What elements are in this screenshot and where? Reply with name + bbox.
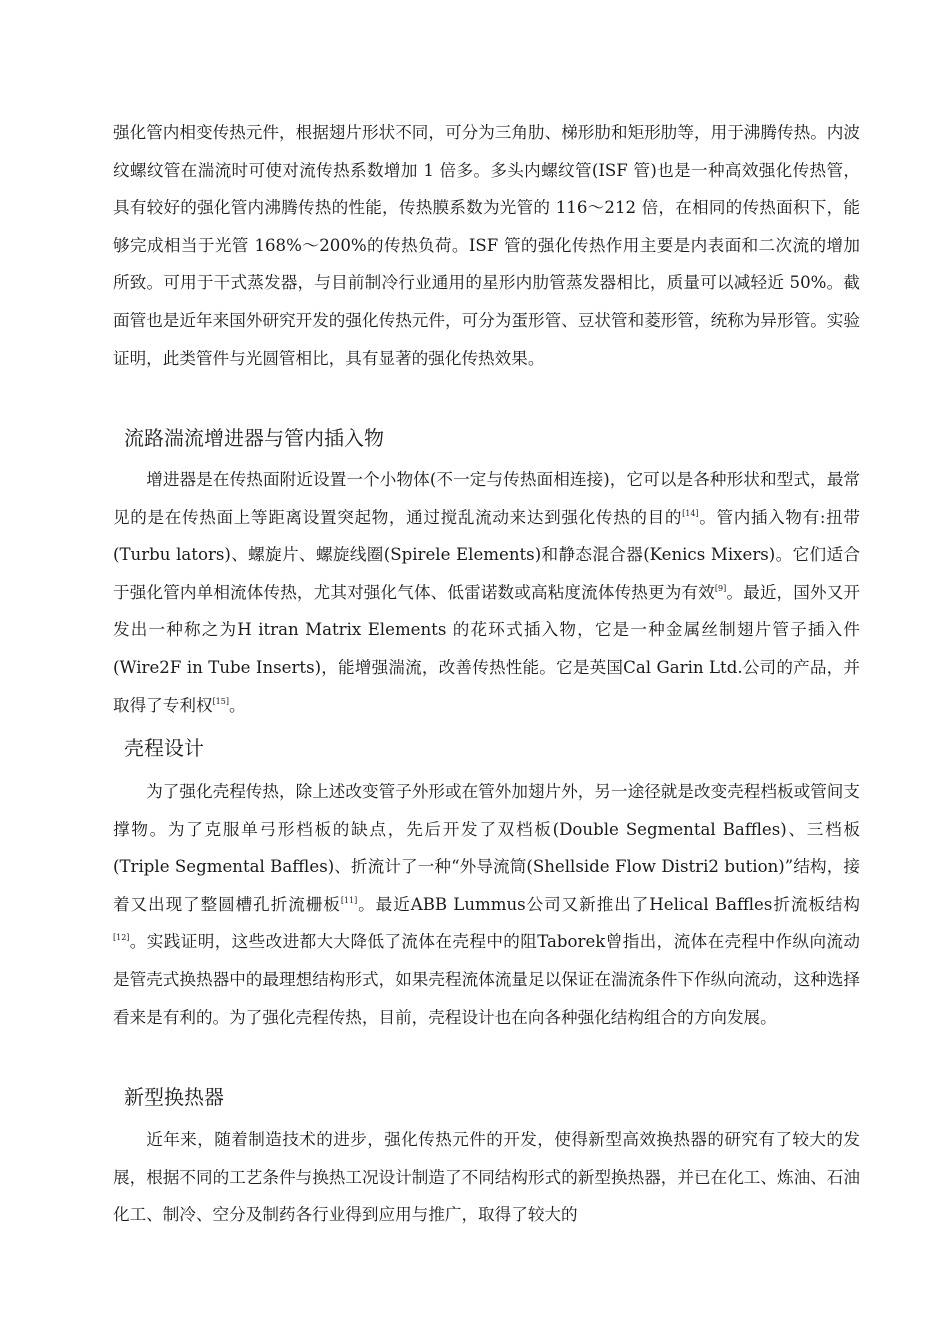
citation-ref: [9] xyxy=(714,583,727,593)
paragraph-text: 为了强化壳程传热，除上述改变管子外形或在管外加翅片外，另一途径就是改变壳程档板或管间支撑物。为了克服单弓形档板的缺点，先后开发了双档板(Double Segmental Baffles)、三档板(Triple Segmental Baffles)、折流计了一种“外导流筒(Shellside Flow Distri2 bution)”结构，接着又出现了整圆槽孔折流栅板 xyxy=(113,782,860,914)
paragraph-new-exchangers xyxy=(113,1121,860,1234)
citation-ref: [11] xyxy=(340,895,358,905)
paragraph-text: 。管内插入物有:扭带(Turbu lators)、螺旋片、螺旋线圈(Spirele Elements)和静态混合器(Kenics Mixers)。它们适合于强化管内单相流体传热，尤其对强化气体、低雷诺数或高粘度流体传热更为有效 xyxy=(113,507,861,602)
citation-ref: [15] xyxy=(212,696,229,706)
section-heading-new-exchangers: 新型换热器 xyxy=(124,1085,224,1109)
paragraph-text: 。 xyxy=(228,695,246,715)
citation-ref: [12] xyxy=(113,933,130,943)
paragraph-text: 。最近ABB Lummus公司又新推出了Helical Baffles折流板结构 xyxy=(357,894,861,914)
paragraph-shell-design xyxy=(113,773,860,1036)
section-heading-shell-design: 壳程设计 xyxy=(124,736,204,760)
paragraph-tube-phase-change xyxy=(113,114,860,377)
paragraph-turbulence-inserts xyxy=(113,461,860,724)
paragraph-text: 增进器是在传热面附近设置一个小物体(不一定与传热面相连接)，它可以是各种形状和型式，最常见的是在传热面上等距离设置突起物，通过搅乱流动来达到强化传热的目的 xyxy=(113,470,860,527)
paragraph-text: 。最近，国外又开发出一种称之为H itran Matrix Elements 的花环式插入物，它是一种金属丝制翅片管子插入件(Wire2F in Tube Inserts)，能增强湍流，改善传热性能。它是英国Cal Garin Ltd.公司的产品，并取得了专利权 xyxy=(113,582,861,715)
citation-ref: [14] xyxy=(682,508,699,518)
paragraph-text: 。实践证明，这些改进都大大降低了流体在壳程中的阻Taborek曾指出，流体在壳程中作纵向流动是管壳式换热器中的最理想结构形式，如果壳程流体流量足以保证在湍流条件下作纵向流动，这种选择看来是有利的。为了强化壳程传热，目前，壳程设计也在向各种强化结构组合的方向发展。 xyxy=(113,932,860,1027)
paragraph-text: 近年来，随着制造技术的进步，强化传热元件的开发，使得新型高效换热器的研究有了较大的发展，根据不同的工艺条件与换热工况设计制造了不同结构形式的新型换热器，并已在化工、炼油、石油化工、制冷、空分及制药各行业得到应用与推广，取得了较大的 xyxy=(113,1130,860,1225)
section-heading-turbulence-inserts: 流路湍流增进器与管内插入物 xyxy=(124,426,384,450)
paragraph-text: 强化管内相变传热元件，根据翅片形状不同，可分为三角肋、梯形肋和矩形肋等，用于沸腾传热。内波纹螺纹管在湍流时可使对流传热系数增加 1 倍多。多头内螺纹管(ISF 管)也是一种高效强化传热管，具有较好的强化管内沸腾传热的性能，传热膜系数为光管的 116～212 倍，在相同的传热面积下，能够完成相当于光管 168%～200%的传热负荷。ISF 管的强化传热作用主要是内表面和二次流的增加所致。可用于干式蒸发器，与目前制冷行业通用的星形内肋管蒸发器相比，质量可以减轻近 50%。截面管也是近年来国外研究开发的强化传热元件，可分为蛋形管、豆状管和菱形管，统称为异形管。实验证明，此类管件与光圆管相比，具有显著的强化传热效果。 xyxy=(113,123,860,368)
